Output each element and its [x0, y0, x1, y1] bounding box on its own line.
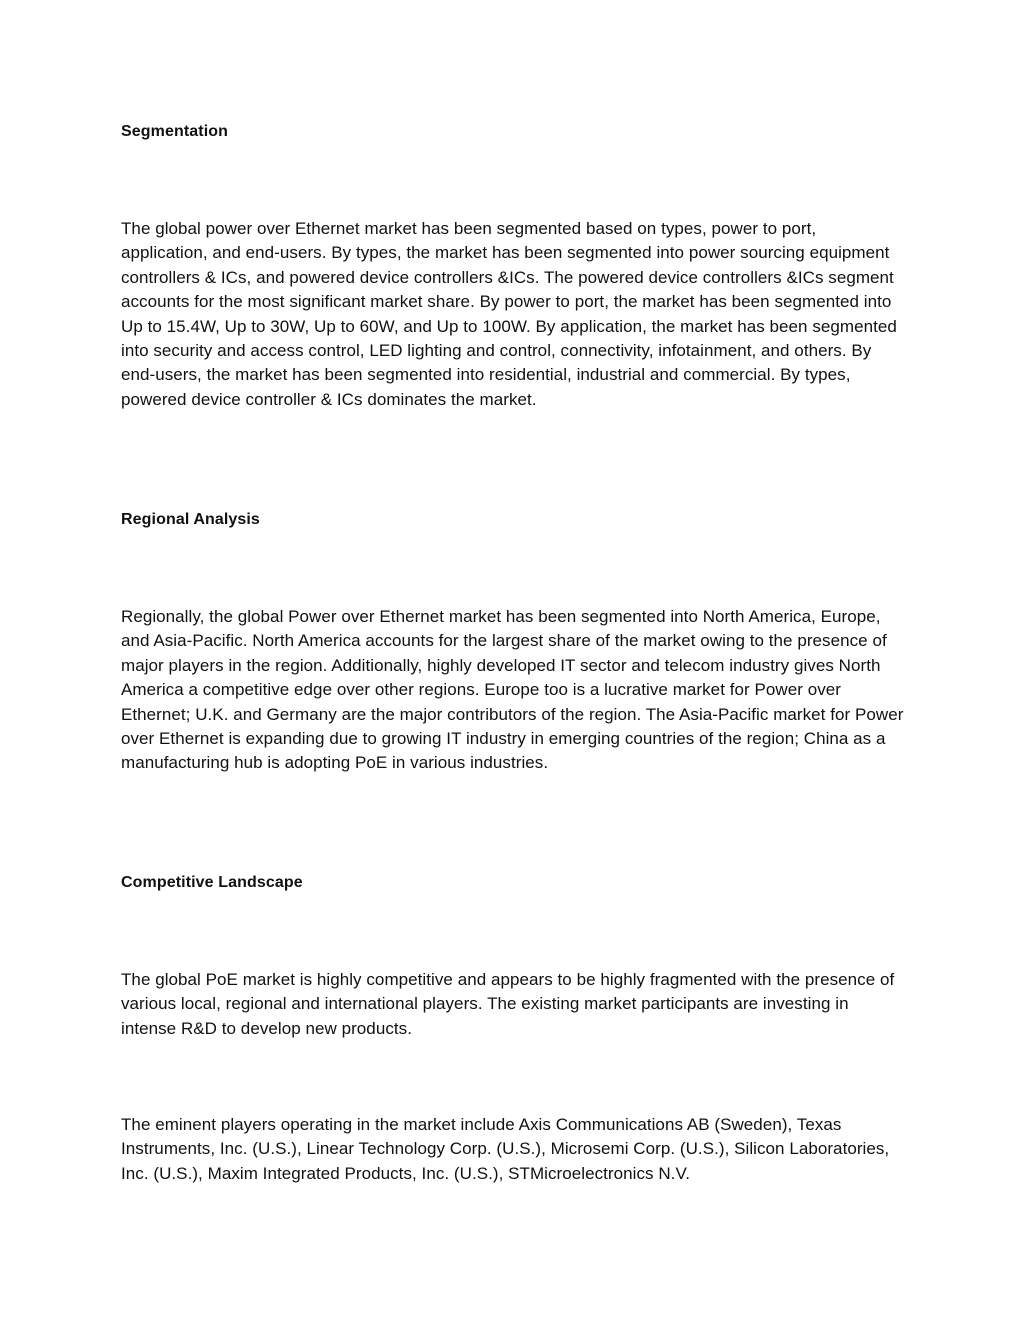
competitive-landscape-paragraph-2: The eminent players operating in the market include Axis Communications AB (Sweden), Texas Instruments, Inc. (U.S.), Linear Technology Corp. (U.S.), Microsemi Corp. (U.S.), Silicon Laboratories, Inc. (U.S.), Maxim Integrated Products, Inc. (U.S.), STMicroelectronics N.V.	[121, 1115, 890, 1183]
section-heading-regional-analysis: Regional Analysis	[121, 511, 260, 528]
regional-analysis-paragraph: Regionally, the global Power over Ethernet market has been segmented into North America, Europe, and Asia-Pacific. North America accounts for the largest share of the market owing to the presence of major players in the region. Additionally, highly developed IT sector and telecom industry gives North America a competitive edge over other regions. Europe too is a lucrative market for Power over Ethernet; U.K. and Germany are the major contributors of the region. The Asia-Pacific market for Power over Ethernet is expanding due to growing IT industry in emerging countries of the region; China as a manufacturing hub is adopting PoE in various industries.	[121, 607, 904, 773]
section-heading-segmentation: Segmentation	[121, 123, 228, 140]
segmentation-paragraph: The global power over Ethernet market has been segmented based on types, power to port, application, and end-users. By types, the market has been segmented into power sourcing equipment controllers & ICs, and powered device controllers &ICs. The powered device controllers &ICs segment accounts for the most significant market share. By power to port, the market has been segmented into Up to 15.4W, Up to 30W, Up to 60W, and Up to 100W. By application, the market has been segmented into security and access control, LED lighting and control, connectivity, infotainment, and others. By end-users, the market has been segmented into residential, industrial and commercial. By types, powered device controller & ICs dominates the market.	[121, 219, 897, 409]
section-heading-competitive-landscape: Competitive Landscape	[121, 874, 303, 891]
competitive-landscape-paragraph-1: The global PoE market is highly competitive and appears to be highly fragmented with the presence of various local, regional and international players. The existing market participants are investing in intense R&D to develop new products.	[121, 970, 895, 1038]
